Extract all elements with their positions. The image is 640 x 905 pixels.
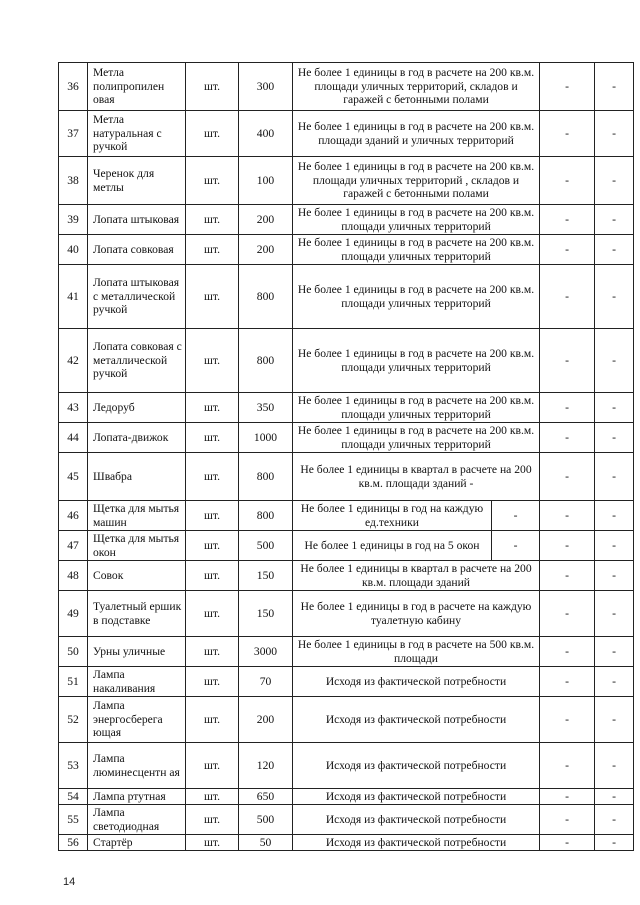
usage-norm: Не более 1 единицы в год в расчете на 200 кв.м. площади уличных территорий , складов и гаражей с бетонными полами — [293, 157, 540, 205]
value-column-2: - — [595, 789, 634, 805]
usage-norm: Не более 1 единицы в год в расчете на 200 кв.м. площади уличных территорий — [293, 235, 540, 265]
value-column-2: - — [595, 531, 634, 561]
unit: шт. — [186, 111, 239, 157]
value-column-1: - — [540, 329, 595, 393]
value-column-1: - — [540, 637, 595, 667]
value-column-1: - — [540, 157, 595, 205]
table-row — [59, 805, 634, 835]
value-column-2: - — [595, 235, 634, 265]
row-number: 36 — [59, 63, 88, 111]
value-column-2: - — [595, 453, 634, 501]
item-name: Метла натуральная с ручкой — [88, 111, 186, 157]
item-name: Лопата штыковая с металлической ручкой — [88, 265, 186, 329]
item-name: Лампа светодиодная — [88, 805, 186, 835]
table-row — [59, 743, 634, 789]
price: 100 — [239, 157, 293, 205]
table-row — [59, 63, 634, 111]
value-column-1: - — [540, 265, 595, 329]
item-name: Ледоруб — [88, 393, 186, 423]
row-number: 45 — [59, 453, 88, 501]
row-number: 44 — [59, 423, 88, 453]
usage-norm: Не более 1 единицы в квартал в расчете на 200 кв.м. площади зданий - — [293, 453, 540, 501]
table-row — [59, 453, 634, 501]
usage-norm: Не более 1 единицы в год в расчете на 200 кв.м. площади уличных территорий — [293, 265, 540, 329]
unit: шт. — [186, 561, 239, 591]
unit: шт. — [186, 157, 239, 205]
value-column-1: - — [540, 393, 595, 423]
value-column-1: - — [540, 743, 595, 789]
item-name: Стартёр — [88, 835, 186, 851]
unit: шт. — [186, 205, 239, 235]
requirements-table — [58, 62, 634, 851]
value-column-1: - — [540, 501, 595, 531]
unit: шт. — [186, 329, 239, 393]
item-name: Туалетный ершик в подставке — [88, 591, 186, 637]
row-number: 39 — [59, 205, 88, 235]
usage-norm: Не более 1 единицы в год в расчете на 200 кв.м. площади уличных территорий, складов и гаражей с бетонными полами — [293, 63, 540, 111]
requirements-table-container — [58, 62, 633, 851]
usage-norm: Исходя из фактической потребности — [293, 743, 540, 789]
unit: шт. — [186, 637, 239, 667]
value-column-2: - — [595, 111, 634, 157]
table-row — [59, 205, 634, 235]
usage-norm: Не более 1 единицы в год на 5 окон — [293, 531, 492, 561]
price: 50 — [239, 835, 293, 851]
value-column-2: - — [595, 667, 634, 697]
table-row — [59, 235, 634, 265]
table-row — [59, 591, 634, 637]
unit: шт. — [186, 667, 239, 697]
row-number: 54 — [59, 789, 88, 805]
extra-value: - — [492, 531, 540, 561]
value-column-2: - — [595, 501, 634, 531]
value-column-2: - — [595, 743, 634, 789]
price: 650 — [239, 789, 293, 805]
usage-norm: Исходя из фактической потребности — [293, 697, 540, 743]
value-column-1: - — [540, 789, 595, 805]
item-name: Лопата-движок — [88, 423, 186, 453]
item-name: Черенок для метлы — [88, 157, 186, 205]
unit: шт. — [186, 235, 239, 265]
usage-norm: Не более 1 единицы в год в расчете на 200 кв.м. площади зданий и уличных территорий — [293, 111, 540, 157]
item-name: Лампа энергосберега ющая — [88, 697, 186, 743]
price: 500 — [239, 805, 293, 835]
value-column-1: - — [540, 235, 595, 265]
price: 800 — [239, 501, 293, 531]
row-number: 40 — [59, 235, 88, 265]
unit: шт. — [186, 835, 239, 851]
usage-norm: Не более 1 единицы в год в расчете на 200 кв.м. площади уличных территорий — [293, 423, 540, 453]
unit: шт. — [186, 591, 239, 637]
page-number: 14 — [63, 876, 76, 888]
row-number: 56 — [59, 835, 88, 851]
usage-norm: Исходя из фактической потребности — [293, 789, 540, 805]
unit: шт. — [186, 393, 239, 423]
usage-norm: Исходя из фактической потребности — [293, 835, 540, 851]
value-column-2: - — [595, 157, 634, 205]
row-number: 50 — [59, 637, 88, 667]
table-body — [59, 63, 634, 851]
value-column-1: - — [540, 111, 595, 157]
table-row — [59, 637, 634, 667]
usage-norm: Не более 1 единицы в год на каждую ед.техники — [293, 501, 492, 531]
price: 70 — [239, 667, 293, 697]
value-column-1: - — [540, 667, 595, 697]
row-number: 37 — [59, 111, 88, 157]
value-column-1: - — [540, 63, 595, 111]
row-number: 46 — [59, 501, 88, 531]
value-column-1: - — [540, 423, 595, 453]
value-column-2: - — [595, 423, 634, 453]
unit: шт. — [186, 501, 239, 531]
row-number: 51 — [59, 667, 88, 697]
table-row — [59, 111, 634, 157]
value-column-2: - — [595, 265, 634, 329]
unit: шт. — [186, 265, 239, 329]
item-name: Щетка для мытья машин — [88, 501, 186, 531]
value-column-1: - — [540, 835, 595, 851]
usage-norm: Исходя из фактической потребности — [293, 805, 540, 835]
value-column-1: - — [540, 697, 595, 743]
price: 200 — [239, 235, 293, 265]
price: 1000 — [239, 423, 293, 453]
table-row — [59, 157, 634, 205]
item-name: Лопата штыковая — [88, 205, 186, 235]
item-name: Метла полипропилен овая — [88, 63, 186, 111]
table-row — [59, 561, 634, 591]
value-column-1: - — [540, 531, 595, 561]
price: 200 — [239, 205, 293, 235]
unit: шт. — [186, 63, 239, 111]
usage-norm: Не более 1 единицы в год в расчете на 200 кв.м. площади уличных территорий — [293, 205, 540, 235]
value-column-2: - — [595, 697, 634, 743]
item-name: Лопата совковая — [88, 235, 186, 265]
usage-norm: Не более 1 единицы в год в расчете на 200 кв.м. площади уличных территорий — [293, 329, 540, 393]
table-row — [59, 265, 634, 329]
row-number: 48 — [59, 561, 88, 591]
price: 200 — [239, 697, 293, 743]
row-number: 49 — [59, 591, 88, 637]
unit: шт. — [186, 697, 239, 743]
unit: шт. — [186, 805, 239, 835]
value-column-2: - — [595, 805, 634, 835]
table-row — [59, 697, 634, 743]
price: 500 — [239, 531, 293, 561]
usage-norm: Не более 1 единицы в год в расчете на каждую туалетную кабину — [293, 591, 540, 637]
item-name: Лампа люминесцентн ая — [88, 743, 186, 789]
item-name: Лампа накаливания — [88, 667, 186, 697]
price: 150 — [239, 591, 293, 637]
usage-norm: Не более 1 единицы в квартал в расчете на 200 кв.м. площади зданий — [293, 561, 540, 591]
item-name: Совок — [88, 561, 186, 591]
price: 300 — [239, 63, 293, 111]
table-row — [59, 329, 634, 393]
price: 800 — [239, 265, 293, 329]
value-column-2: - — [595, 393, 634, 423]
value-column-1: - — [540, 591, 595, 637]
extra-value: - — [492, 501, 540, 531]
price: 800 — [239, 329, 293, 393]
table-row — [59, 423, 634, 453]
price: 350 — [239, 393, 293, 423]
usage-norm: Не более 1 единицы в год в расчете на 200 кв.м. площади уличных территорий — [293, 393, 540, 423]
value-column-2: - — [595, 205, 634, 235]
price: 3000 — [239, 637, 293, 667]
value-column-1: - — [540, 561, 595, 591]
value-column-2: - — [595, 329, 634, 393]
row-number: 52 — [59, 697, 88, 743]
row-number: 43 — [59, 393, 88, 423]
item-name: Щетка для мытья окон — [88, 531, 186, 561]
item-name: Швабра — [88, 453, 186, 501]
row-number: 55 — [59, 805, 88, 835]
row-number: 53 — [59, 743, 88, 789]
value-column-2: - — [595, 561, 634, 591]
value-column-2: - — [595, 637, 634, 667]
value-column-1: - — [540, 205, 595, 235]
price: 400 — [239, 111, 293, 157]
unit: шт. — [186, 453, 239, 501]
unit: шт. — [186, 531, 239, 561]
price: 120 — [239, 743, 293, 789]
price: 800 — [239, 453, 293, 501]
value-column-1: - — [540, 805, 595, 835]
row-number: 42 — [59, 329, 88, 393]
value-column-2: - — [595, 63, 634, 111]
table-row — [59, 667, 634, 697]
price: 150 — [239, 561, 293, 591]
unit: шт. — [186, 423, 239, 453]
table-row — [59, 531, 634, 561]
table-row — [59, 501, 634, 531]
value-column-1: - — [540, 453, 595, 501]
unit: шт. — [186, 789, 239, 805]
value-column-2: - — [595, 835, 634, 851]
table-row — [59, 393, 634, 423]
table-row — [59, 789, 634, 805]
value-column-2: - — [595, 591, 634, 637]
item-name: Лопата совковая с металлической ручкой — [88, 329, 186, 393]
usage-norm: Не более 1 единицы в год в расчете на 500 кв.м. площади — [293, 637, 540, 667]
row-number: 41 — [59, 265, 88, 329]
table-row — [59, 835, 634, 851]
item-name: Урны уличные — [88, 637, 186, 667]
row-number: 38 — [59, 157, 88, 205]
unit: шт. — [186, 743, 239, 789]
usage-norm: Исходя из фактической потребности — [293, 667, 540, 697]
row-number: 47 — [59, 531, 88, 561]
item-name: Лампа ртутная — [88, 789, 186, 805]
